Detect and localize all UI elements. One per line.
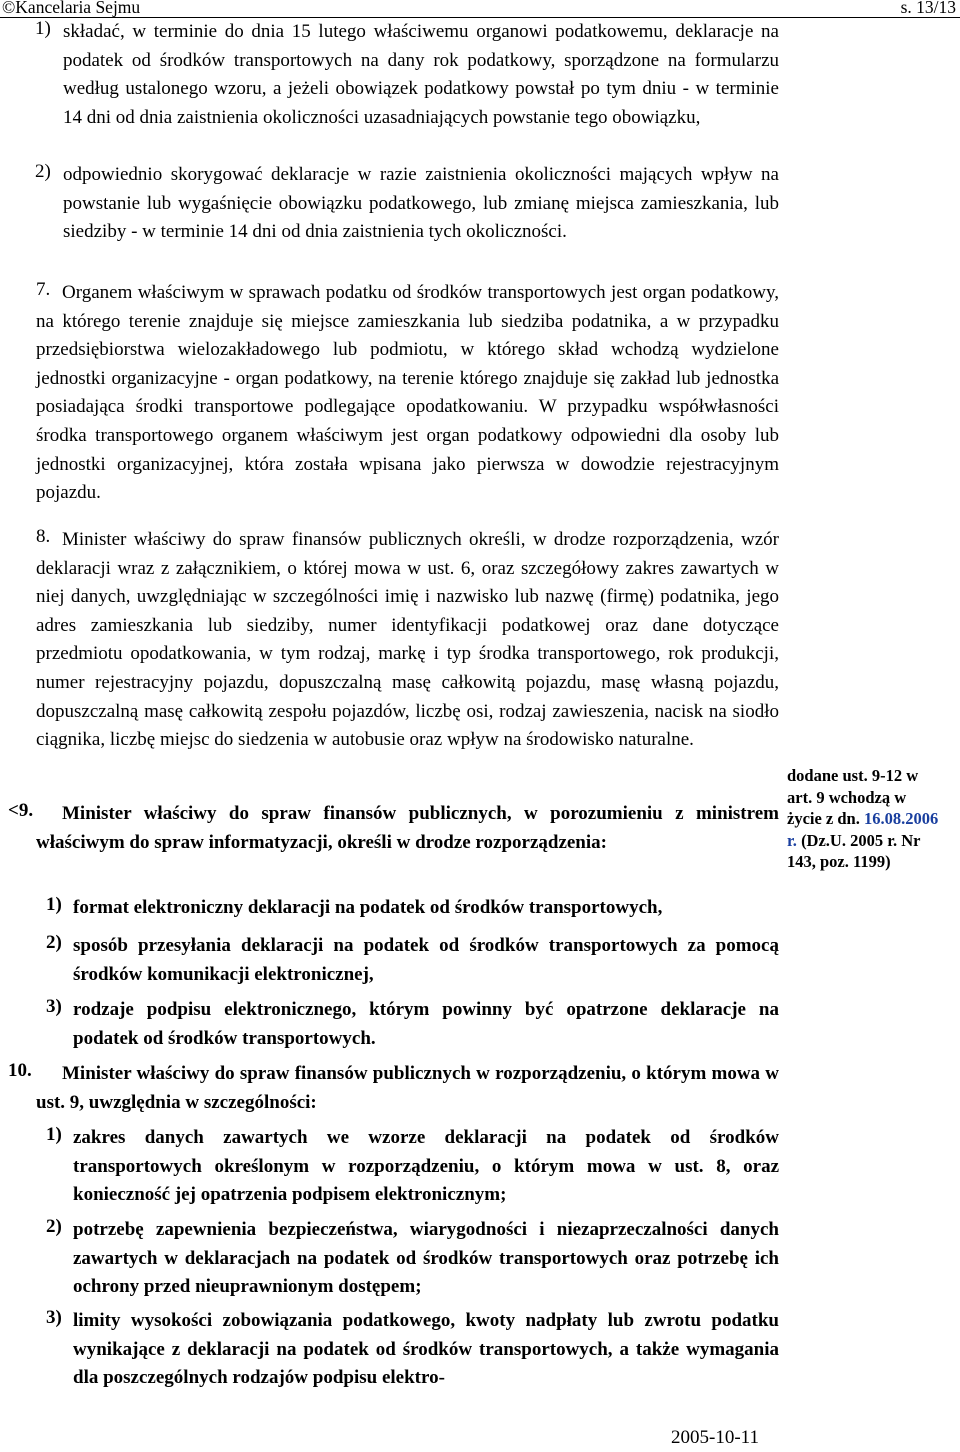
margin-note-line	[787, 808, 960, 830]
margin-note-text: życie z dn.	[787, 809, 864, 828]
margin-note-link-r[interactable]: r.	[787, 830, 797, 850]
item-number: 3)	[46, 996, 62, 1017]
footer-date: 2005-10-11	[671, 1427, 759, 1448]
margin-note	[787, 765, 960, 873]
item-number: 2)	[46, 932, 62, 953]
header-page-number: s. 13/13	[900, 0, 956, 17]
section-number: 7.	[36, 279, 51, 300]
item-number: 1)	[35, 18, 51, 39]
paragraph-9-1: format elektroniczny deklaracji na podatek od środków transportowych,	[73, 897, 663, 918]
margin-note-link-date[interactable]: 16.08.2006	[863, 809, 939, 828]
paragraph-10: Minister właściwy do spraw finansów publicznych w rozporządzeniu, o którym mowa w ust. 9, uwzględnia w szczególności:	[36, 1063, 779, 1113]
paragraph-7: Organem właściwym w sprawach podatku od środków transportowych jest organ podatkowy, na którego terenie znajduje się miejsce zamieszkania lub siedziba podatnika, a w przypadku przedsiębiorstwa wielozakładowego lub podmiotu, w którego skład wchodzą wydzielone jednostki organizacyjne - organ podatkowy, na terenie którego znajduje się zakład lub jednostka posiadająca środki transportowe podlegające opodatkowaniu. W przypadku współwłasności środka transportowego organem właściwym jest organ podatkowy odpowiedni dla osoby lub jednostki organizacyjnej, która została wpisana jako pierwsza w dowodzie rejestracyjnym pojazdu.	[36, 282, 779, 504]
paragraph-10-3: limity wysokości zobowiązania podatkowego, kwoty nadpłaty lub zwrotu podatku wynikające z deklaracji na podatek od środków transportowych, a także wymagania dla poszczególnych rodzajów podpisu elektro-	[73, 1310, 779, 1389]
paragraph-9-3: rodzaje podpisu elektronicznego, którym powinny być opatrzone deklaracje na podatek od środków transportowych.	[73, 999, 779, 1049]
header-publisher: ©Kancelaria Sejmu	[2, 0, 141, 17]
paragraph-6-1: składać, w terminie do dnia 15 lutego właściwemu organowi podatkowemu, deklaracje na podatek od środków transportowych na dany rok podatkowy, sporządzone na formularzu według ustalonego wzoru, a jeżeli obowiązek podatkowy powstał po tym dniu - w terminie 14 dni od dnia zaistnienia okoliczności uzasadniających powstanie tego obowiązku,	[63, 21, 779, 128]
item-number: 1)	[46, 894, 62, 915]
paragraph-10-2: potrzebę zapewnienia bezpieczeństwa, wiarygodności i niezaprzeczalności danych zawartych w deklaracjach na podatek od środków transportowych oraz potrzebę ich ochrony przed nieuprawnionym dostępem;	[73, 1219, 779, 1298]
paragraph-8: Minister właściwy do spraw finansów publicznych określi, w drodze rozporządzenia, wzór deklaracji wraz z załącznikiem, o której mowa w ust. 6, oraz szczegółowy zakres zawartych w niej danych, uwzględniając w szczególności imię i nazwisko lub nazwę (firmę) podatnika, jego adres zamieszkania lub siedziby, numer identyfikacji podatkowej oraz dane dotyczące przedmiotu opodatkowania, w tym rodzaj, markę i typ środka transportowego, rok produkcji, numer rejestracyjny pojazdu, dopuszczalną masę całkowitą pojazdu, masę własną pojazdu, dopuszczalną masę całkowitą zespołu pojazdów, liczbę osi, rodzaj zawieszenia, nacisk na siodło ciągnika, liczbę miejsc do siedzenia w autobusie oraz wpływ na środowisko naturalne.	[36, 529, 779, 751]
margin-note-line: dodane ust. 9-12 w	[787, 766, 919, 785]
item-number: 2)	[46, 1216, 62, 1237]
paragraph-9: Minister właściwy do spraw finansów publicznych, w porozumieniu z ministrem właściwym do spraw informatyzacji, określi w drodze rozporządzenia:	[36, 803, 779, 853]
margin-note-line	[787, 830, 960, 852]
item-number: 3)	[46, 1307, 62, 1328]
paragraph-10-1: zakres danych zawartych we wzorze deklaracji na podatek od środków transportowych określonym w rozporządzeniu, o którym mowa w ust. 8, oraz konieczność jej opatrzenia podpisem elektronicznym;	[73, 1127, 779, 1206]
item-number: 2)	[35, 161, 51, 182]
item-number: 1)	[46, 1124, 62, 1145]
paragraph-9-2: sposób przesyłania deklaracji na podatek od środków transportowych za pomocą środków komunikacji elektronicznej,	[73, 935, 779, 985]
section-number: 10.	[8, 1060, 32, 1081]
margin-note-line: art. 9 wchodzą w	[787, 787, 907, 807]
section-number: 8.	[36, 526, 51, 547]
section-number: <9.	[8, 800, 34, 821]
margin-note-line: 143, poz. 1199)	[787, 852, 891, 871]
margin-note-text: (Dz.U. 2005 r. Nr	[796, 830, 921, 850]
paragraph-6-2: odpowiednio skorygować deklaracje w razie zaistnienia okoliczności mających wpływ na powstanie lub wygaśnięcie obowiązku podatkowego, lub zmianę miejsca zamieszkania, lub siedziby - w terminie 14 dni od dnia zaistnienia tych okoliczności.	[63, 164, 779, 243]
